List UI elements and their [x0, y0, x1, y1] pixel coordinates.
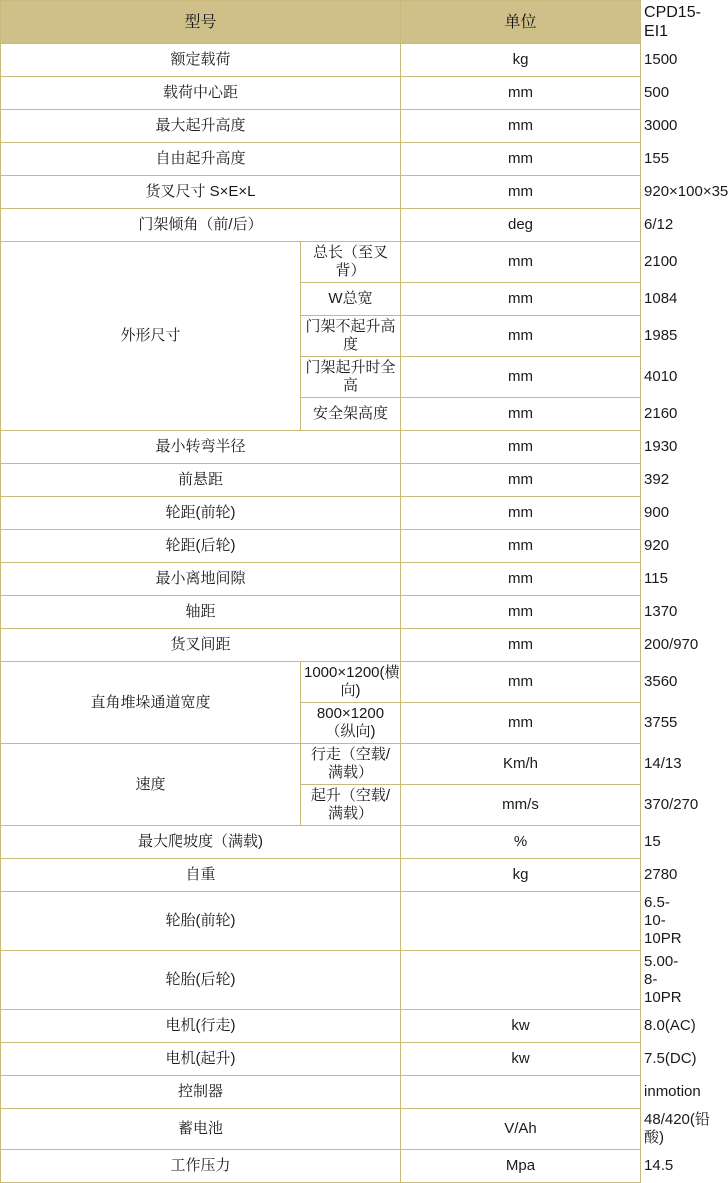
- row-unit: Mpa: [401, 1150, 641, 1183]
- row-label: 最大起升高度: [1, 110, 401, 143]
- row-label: 轮胎(后轮): [1, 951, 401, 1010]
- row-label: 货叉尺寸 S×E×L: [1, 176, 401, 209]
- table-row: 最小离地间隙 mm 115: [1, 563, 641, 596]
- table-row: 速度 行走（空载/满载） Km/h 14/13: [1, 744, 641, 785]
- row-unit: mm: [401, 283, 641, 316]
- row-label: 1000×1200(横向): [301, 662, 401, 703]
- table-row: 轮距(后轮) mm 920: [1, 530, 641, 563]
- table-row: 门架不起升高度 mm 1985: [1, 316, 641, 357]
- row-unit: mm: [401, 110, 641, 143]
- row-label: 载荷中心距: [1, 77, 401, 110]
- row-label: 总长（至叉背）: [301, 242, 401, 283]
- row-label: 额定载荷: [1, 44, 401, 77]
- table-row: 轮距(前轮) mm 900: [1, 497, 641, 530]
- row-label: 自重: [1, 859, 401, 892]
- table-row: 自重 kg 2780: [1, 859, 641, 892]
- row-unit: [401, 951, 641, 1010]
- row-label: 蓄电池: [1, 1109, 401, 1150]
- table-row: 外形尺寸 总长（至叉背） mm 2100: [1, 242, 641, 283]
- row-label: 前悬距: [1, 464, 401, 497]
- table-row: 门架起升时全高 mm 4010: [1, 357, 641, 398]
- table-row: 起升（空载/满载） mm/s 370/270: [1, 785, 641, 826]
- row-label: 自由起升高度: [1, 143, 401, 176]
- row-label: 安全架高度: [301, 398, 401, 431]
- row-unit: kw: [401, 1043, 641, 1076]
- row-unit: kg: [401, 859, 641, 892]
- header-unit: 单位: [401, 1, 641, 44]
- table-row: 自由起升高度 mm 155: [1, 143, 641, 176]
- table-row: 最大起升高度 mm 3000: [1, 110, 641, 143]
- table-row: 安全架高度 mm 2160: [1, 398, 641, 431]
- row-label: 行走（空载/满载）: [301, 744, 401, 785]
- table-row: 额定载荷 kg 1500: [1, 44, 641, 77]
- row-label: 最小转弯半径: [1, 431, 401, 464]
- row-label: 轮距(前轮): [1, 497, 401, 530]
- row-unit: mm: [401, 464, 641, 497]
- row-unit: mm: [401, 596, 641, 629]
- table-header-row: 型号 单位 CPD15-EI1: [1, 1, 641, 44]
- row-unit: kg: [401, 44, 641, 77]
- table-row: 工作压力 Mpa 14.5: [1, 1150, 641, 1183]
- row-label: 起升（空载/满载）: [301, 785, 401, 826]
- row-label: 最大爬坡度（满载): [1, 826, 401, 859]
- table-row: 货叉间距 mm 200/970: [1, 629, 641, 662]
- table-row: 最大爬坡度（满载) % 15: [1, 826, 641, 859]
- table-row: 直角堆垛通道宽度 1000×1200(横向) mm 3560: [1, 662, 641, 703]
- row-unit: deg: [401, 209, 641, 242]
- table-row: 轮胎(前轮) 6.5-10-10PR: [1, 892, 641, 951]
- row-label: 货叉间距: [1, 629, 401, 662]
- row-label: 门架起升时全高: [301, 357, 401, 398]
- row-unit: [401, 1076, 641, 1109]
- row-unit: mm: [401, 431, 641, 464]
- row-unit: mm/s: [401, 785, 641, 826]
- table-row: 门架倾角（前/后） deg 6/12: [1, 209, 641, 242]
- row-unit: kw: [401, 1010, 641, 1043]
- table-row: 电机(行走) kw 8.0(AC): [1, 1010, 641, 1043]
- table-body: [1, 44, 728, 1183]
- row-unit: mm: [401, 176, 641, 209]
- row-unit: mm: [401, 662, 641, 703]
- row-unit: mm: [401, 357, 641, 398]
- row-group-label: 外形尺寸: [1, 242, 301, 431]
- row-label: 轮距(后轮): [1, 530, 401, 563]
- table-row: 电机(起升) kw 7.5(DC): [1, 1043, 641, 1076]
- row-unit: %: [401, 826, 641, 859]
- row-label: 门架倾角（前/后）: [1, 209, 401, 242]
- row-label: 电机(行走): [1, 1010, 401, 1043]
- row-label: 门架不起升高度: [301, 316, 401, 357]
- table-row: 轮胎(后轮) 5.00-8-10PR: [1, 951, 641, 1010]
- table-row: 最小转弯半径 mm 1930: [1, 431, 641, 464]
- table-row: 前悬距 mm 392: [1, 464, 641, 497]
- table-row: 800×1200（纵向) mm 3755: [1, 703, 641, 744]
- row-unit: mm: [401, 563, 641, 596]
- row-unit: mm: [401, 143, 641, 176]
- table-row: W总宽 mm 1084: [1, 283, 641, 316]
- row-unit: mm: [401, 497, 641, 530]
- table-row: 控制器 inmotion: [1, 1076, 641, 1109]
- row-unit: mm: [401, 530, 641, 563]
- row-unit: Km/h: [401, 744, 641, 785]
- table-row: 轴距 mm 1370: [1, 596, 641, 629]
- row-unit: mm: [401, 398, 641, 431]
- row-label: W总宽: [301, 283, 401, 316]
- row-label: 轮胎(前轮): [1, 892, 401, 951]
- table-row: 蓄电池 V/Ah 48/420(铅酸): [1, 1109, 641, 1150]
- table-row: 载荷中心距 mm 500: [1, 77, 641, 110]
- row-unit: mm: [401, 242, 641, 283]
- row-unit: [401, 892, 641, 951]
- row-label: 工作压力: [1, 1150, 401, 1183]
- row-label: 电机(起升): [1, 1043, 401, 1076]
- row-label: 轴距: [1, 596, 401, 629]
- row-unit: mm: [401, 703, 641, 744]
- row-unit: mm: [401, 77, 641, 110]
- header-model: 型号: [1, 1, 401, 44]
- row-label: 800×1200（纵向): [301, 703, 401, 744]
- row-group-label: 直角堆垛通道宽度: [1, 662, 301, 744]
- row-label: 控制器: [1, 1076, 401, 1109]
- row-label: 最小离地间隙: [1, 563, 401, 596]
- table-row: 货叉尺寸 S×E×L mm 920×100×35: [1, 176, 641, 209]
- row-unit: mm: [401, 629, 641, 662]
- row-unit: V/Ah: [401, 1109, 641, 1150]
- row-unit: mm: [401, 316, 641, 357]
- row-group-label: 速度: [1, 744, 301, 826]
